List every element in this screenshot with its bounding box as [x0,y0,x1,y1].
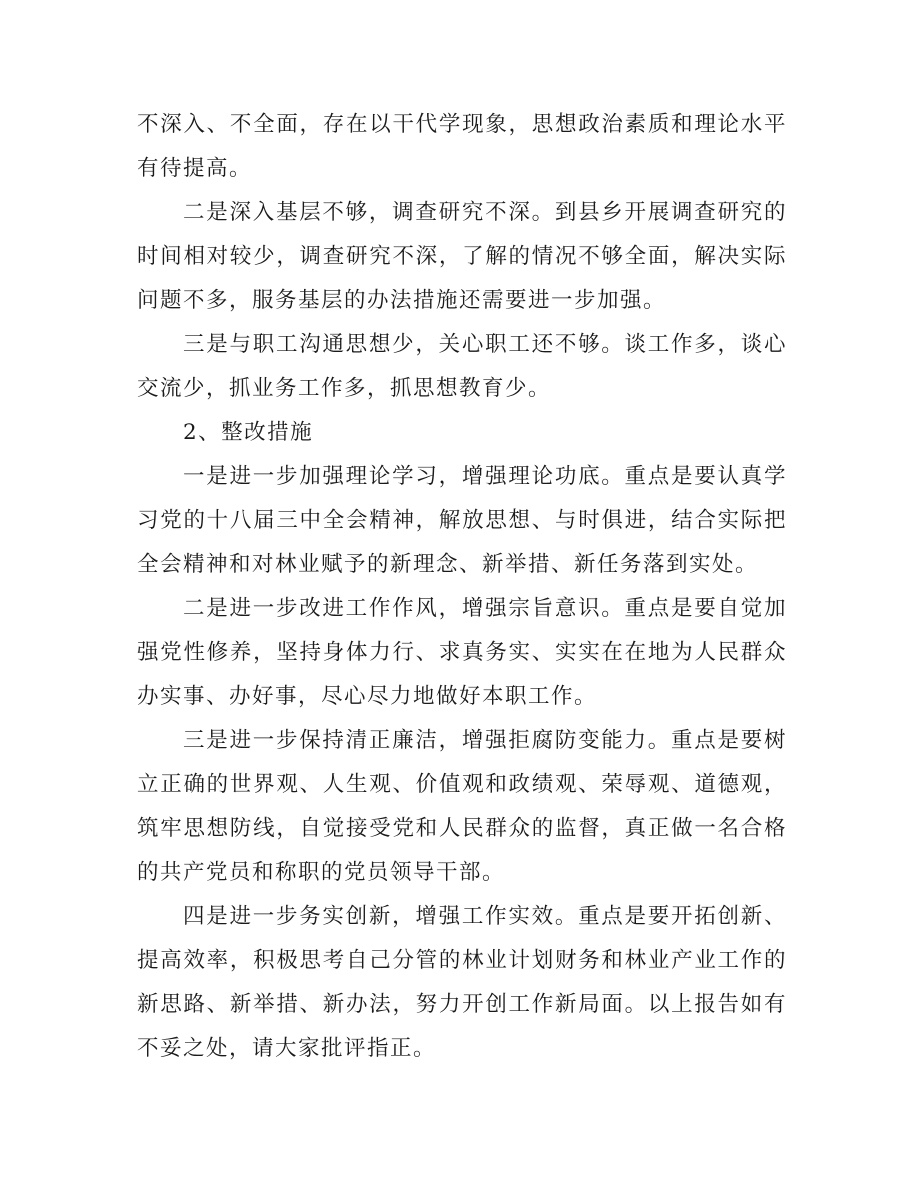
paragraph-measure-1: 一是进一步加强理论学习，增强理论功底。重点是要认真学习党的十八届三中全会精神，解放思想、与时俱进，结合实际把全会精神和对林业赋予的新理念、新举措、新任务落到实处。 [137,464,787,577]
paragraph-measure-3: 三是进一步保持清正廉洁，增强拒腐防变能力。重点是要树立正确的世界观、人生观、价值观和政绩观、荣辱观、道德观，筑牢思想防线，自觉接受党和人民群众的监督，真正做一名合格的共产党员和称职的党员领导干部。 [137,728,787,885]
paragraph-measure-4: 四是进一步务实创新，增强工作实效。重点是要开拓创新、提高效率，积极思考自己分管的林业计划财务和林业产业工作的新思路、新举措、新办法，努力开创工作新局面。以上报告如有不妥之处，请大家批评指正。 [137,904,787,1061]
document-body [137,103,787,1071]
paragraph-issue-3: 三是与职工沟通思想少，关心职工还不够。谈工作多，谈心交流少，抓业务工作多，抓思想教育少。 [137,332,787,401]
paragraph-measure-2: 二是进一步改进工作作风，增强宗旨意识。重点是要自觉加强党性修养，坚持身体力行、求真务实、实实在在地为人民群众办实事、办好事，尽心尽力地做好本职工作。 [137,596,787,709]
paragraph-issue-2: 二是深入基层不够，调查研究不深。到县乡开展调查研究的时间相对较少，调查研究不深，了解的情况不够全面，解决实际问题不多，服务基层的办法措施还需要进一步加强。 [137,200,787,313]
section-heading-rectification: 2、整改措施 [183,420,314,445]
paragraph-continuation: 不深入、不全面，存在以干代学现象，思想政治素质和理论水平有待提高。 [137,112,787,181]
